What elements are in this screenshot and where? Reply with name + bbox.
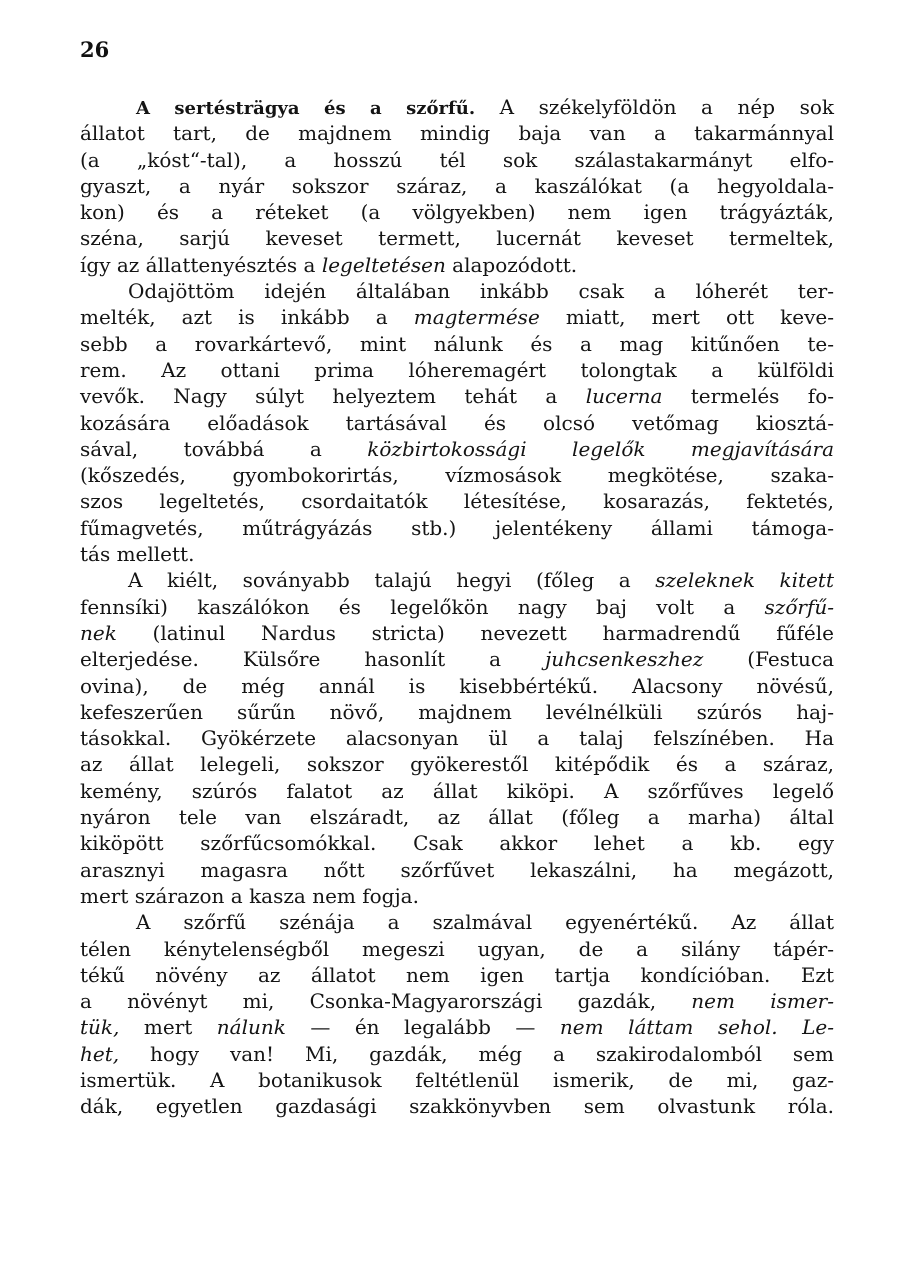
text-segment: fennsíki) kaszálókon és legelőkön nagy baj volt a	[80, 594, 765, 619]
text-segment: dák, egyetlen gazdasági szakkönyvben sem olvastunk róla.	[80, 1094, 834, 1119]
text-segment: hogy van! Mi, gazdák, még a szakirodalomból sem	[119, 1041, 834, 1066]
text-line	[80, 173, 834, 199]
text-line	[80, 357, 834, 383]
text-line	[80, 909, 834, 935]
italic-text: magtermése	[413, 305, 540, 330]
text-segment: Odajöttöm idején általában inkább csak a lóherét ter-	[128, 279, 834, 304]
text-line	[80, 225, 834, 251]
text-segment: (latinul Nardus stricta) nevezett harmadrendű fűféle	[116, 620, 834, 645]
text-line	[80, 278, 834, 304]
italic-text: juhcsenkeszhez	[545, 647, 704, 672]
text-line	[80, 1067, 834, 1093]
text-segment: szos legeltetés, csordaitatók létesítése, kosarazás, fektetés,	[80, 489, 834, 514]
text-segment: széna, sarjú keveset termett, lucernát keveset termeltek,	[80, 226, 834, 251]
text-segment: termelés fo-	[662, 384, 834, 409]
text-line	[80, 883, 834, 909]
italic-text: het,	[80, 1041, 120, 1066]
text-line	[80, 436, 834, 462]
text-line	[80, 725, 834, 751]
text-segment: — én legalább —	[285, 1015, 560, 1040]
text-segment: alapozódott.	[445, 252, 578, 277]
text-segment: vevők. Nagy súlyt helyeztem tehát a	[80, 384, 586, 409]
text-line	[80, 1093, 834, 1119]
text-line	[80, 120, 834, 146]
text-segment: kemény, szúrós falatot az állat kiköpi. A szőrfűves legelő	[80, 778, 834, 803]
text-segment: az állat lelegeli, sokszor gyökerestől kitépődik és a száraz,	[80, 752, 834, 777]
text-line	[80, 199, 834, 225]
italic-text: szőrfű-	[764, 594, 834, 619]
text-line	[80, 462, 834, 488]
text-segment: A szőrfű szénája a szalmával egyenértékű. Az állat	[136, 910, 834, 935]
text-line	[80, 410, 834, 436]
text-segment: nyáron tele van elszáradt, az állat (főleg a marha) által	[80, 805, 834, 830]
body-text	[80, 94, 834, 1120]
text-segment: sebb a rovarkártevő, mint nálunk és a mag kitűnően te-	[80, 331, 834, 356]
text-segment: miatt, mert ott keve-	[539, 305, 835, 330]
text-line	[80, 673, 834, 699]
text-segment: gyaszt, a nyár sokszor száraz, a kaszálókat (a hegyoldala-	[80, 173, 834, 198]
text-segment: sával, továbbá a	[80, 436, 368, 461]
text-line	[80, 147, 834, 173]
text-segment: mert	[119, 1015, 217, 1040]
italic-text: lucerna	[585, 384, 663, 409]
text-line	[80, 594, 834, 620]
italic-text: nem ismer-	[691, 989, 834, 1014]
italic-text: legeltetésen	[321, 252, 446, 277]
section-heading: A sertésträgya és a szőrfű.	[136, 98, 476, 119]
text-line	[80, 857, 834, 883]
text-line	[80, 252, 834, 278]
text-segment: arasznyi magasra nőtt szőrfűvet lekaszálni, ha megázott,	[80, 857, 834, 882]
text-line	[80, 699, 834, 725]
text-line	[80, 988, 834, 1014]
text-line	[80, 751, 834, 777]
text-segment: (a „kóst“-tal), a hosszú tél sok szálastakarmányt elfo-	[80, 147, 834, 172]
text-segment: ovina), de még annál is kisebbértékű. Alacsony növésű,	[80, 673, 834, 698]
italic-text: nem láttam sehol. Le-	[559, 1015, 834, 1040]
text-segment: tásokkal. Gyökérzete alacsonyan ül a talaj felszínében. Ha	[80, 726, 834, 751]
italic-text: nek	[80, 620, 117, 645]
text-line	[80, 804, 834, 830]
text-line	[80, 488, 834, 514]
text-segment: kon) és a réteket (a völgyekben) nem igen trágyázták,	[80, 200, 834, 225]
text-line	[80, 778, 834, 804]
text-line	[80, 620, 834, 646]
text-line	[80, 830, 834, 856]
italic-text: tük,	[80, 1015, 120, 1040]
text-line	[80, 1041, 834, 1067]
text-line	[80, 94, 834, 120]
text-segment: kefeszerűen sűrűn növő, majdnem levélnélküli szúrós haj-	[80, 699, 834, 724]
italic-text: nálunk	[216, 1015, 286, 1040]
text-line	[80, 515, 834, 541]
text-segment: így az állattenyésztés a	[80, 252, 322, 277]
text-line	[80, 331, 834, 357]
text-segment: A székelyföldön a nép sok	[475, 95, 834, 119]
text-segment: kozására előadások tartásával és olcsó vetőmag kiosztá-	[80, 410, 834, 435]
text-segment: fűmagvetés, műtrágyázás stb.) jelentékeny állami támoga-	[80, 515, 834, 540]
text-segment: elterjedése. Külsőre hasonlít a	[80, 647, 546, 672]
text-line	[80, 1014, 834, 1040]
text-line	[80, 304, 834, 330]
text-segment: a növényt mi, Csonka-Magyarországi gazdák,	[80, 989, 692, 1014]
text-segment: (kőszedés, gyombokorirtás, vízmosások megkötése, szaka-	[80, 463, 834, 488]
text-line	[80, 962, 834, 988]
text-line	[80, 567, 834, 593]
text-line	[80, 383, 834, 409]
text-segment: A kiélt, soványabb talajú hegyi (főleg a	[128, 568, 656, 593]
text-segment: tékű növény az állatot nem igen tartja kondícióban. Ezt	[80, 962, 834, 987]
text-segment: melték, azt is inkább a	[80, 305, 414, 330]
italic-text: közbirtokossági legelők megjavítására	[367, 436, 834, 461]
italic-text: szeleknek kitett	[655, 568, 834, 593]
text-segment: mert szárazon a kasza nem fogja.	[80, 883, 419, 908]
text-segment: (Festuca	[703, 647, 834, 672]
text-segment: télen kénytelenségből megeszi ugyan, de a silány tápér-	[80, 936, 834, 961]
text-segment: ismertük. A botanikusok feltétlenül ismerik, de mi, gaz-	[80, 1067, 834, 1092]
text-line	[80, 646, 834, 672]
text-line	[80, 936, 834, 962]
text-segment: kiköpött szőrfűcsomókkal. Csak akkor lehet a kb. egy	[80, 831, 834, 856]
text-segment: rem. Az ottani prima lóheremagért tolongtak a külföldi	[80, 357, 834, 382]
text-segment: állatot tart, de majdnem mindig baja van a takarmánnyal	[80, 121, 834, 146]
page-number: 26	[80, 37, 110, 62]
text-line	[80, 541, 834, 567]
text-segment: tás mellett.	[80, 542, 195, 567]
